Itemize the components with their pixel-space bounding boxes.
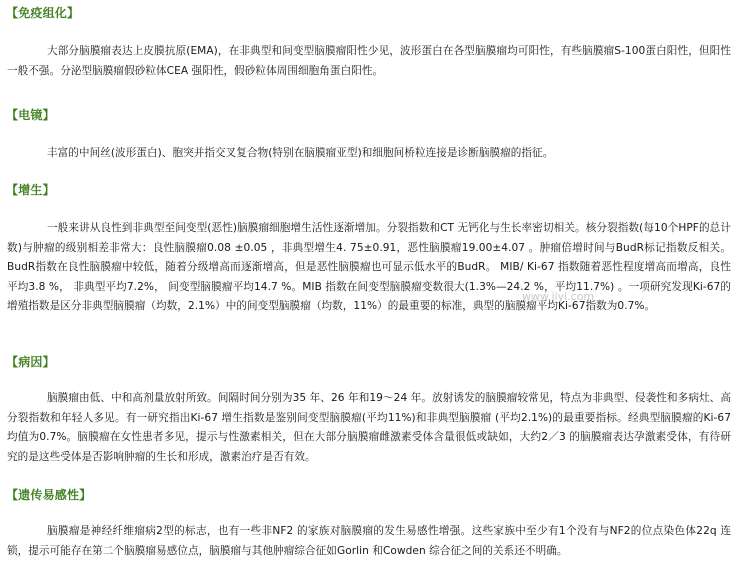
watermark: www.iiyi.com [522,290,595,303]
heading-proliferation: 【增生】 [6,183,55,197]
paragraph-immunohistochemistry: 大部分脑膜瘤表达上皮膜抗原(EMA)，在非典型和间变型脑膜瘤阳性少见，波形蛋白在各型脑膜瘤均可阳性，有些脑膜瘤S-100蛋白阳性，但阳性一般不强。分泌型脑膜瘤假砂粒体CEA 强阳性，假砂粒体周围细胞角蛋白阳性。 [7,45,731,77]
paragraph-genetic-susceptibility: 脑膜瘤是神经纤维瘤病2型的标志，也有一些非NF2 的家族对脑膜瘤的发生易感性增强。这些家族中至少有1个没有与NF2的位点染色体22q 连锁，提示可能存在第二个脑膜瘤易感位点，脑膜瘤与其他肿瘤综合征如Gorlin 和Cowden 综合征之间的关系还不明确。 [7,525,731,557]
heading-genetic-susceptibility: 【遗传易感性】 [6,488,92,502]
paragraph-proliferation: 一般来讲从良性到非典型至间变型(恶性)脑膜瘤细胞增生活性逐渐增加。分裂指数和CT 无钙化与生长率密切相关。核分裂指数(每10个HPF的总计数)与肿瘤的级别相差非常大：良性脑膜瘤0.08 ±0.05 ，非典型增生4. 75±0.91，恶性脑膜瘤19.00±4.07 。肿瘤倍增时间与BudR标记指数反相关。BudR指数在良性脑膜瘤中较低，随着分级增高而逐渐增高，但是恶性脑膜瘤也可显示低水平的BudR。 MIB/ Ki-67 指数随着恶性程度增高而增高，良性平均3.8 %， 非典型平均7.2%， 间变型脑膜瘤平均14.7 %。MIB 指数在间变型脑膜瘤变数很大(1.3%—24.2 %，平均11.7%) 。一项研究发现Ki-67的增殖指数是区分非典型脑膜瘤（均数，2.1%）中的间变型脑膜瘤（均数，11%）的最重要的标准，典型的脑膜瘤平均Ki-67指数为0.7%。 [7,222,731,312]
paragraph-electron-microscopy: 丰富的中间丝(波形蛋白)、胞突并指交叉复合物(特别在脑膜瘤亚型)和细胞间桥粒连接是诊断脑膜瘤的指征。 [47,147,554,159]
heading-immunohistochemistry: 【免疫组化】 [6,6,80,20]
heading-etiology: 【病因】 [6,355,55,369]
paragraph-etiology: 脑膜瘤由低、中和高剂量放射所致。间隔时间分别为35 年、26 年和19～24 年。放射诱发的脑膜瘤较常见，特点为非典型、侵袭性和多病灶、高分裂指数和年轻人多见。有一研究指出Ki-67 增生指数是鉴别间变型脑膜瘤(平均11%)和非典型脑膜瘤 (平均2.1%)的最重要指标。经典型脑膜瘤的Ki-67 均值为0.7%。脑膜瘤在女性患者多见，提示与性激素相关，但在大部分脑膜瘤雌激素受体含量很低或缺如，大约2／3 的脑膜瘤表达孕激素受体，有待研究的是这些受体是否影响肿瘤的生长和形成，激素治疗是否有效。 [7,392,731,463]
heading-electron-microscopy: 【电镜】 [6,108,55,122]
